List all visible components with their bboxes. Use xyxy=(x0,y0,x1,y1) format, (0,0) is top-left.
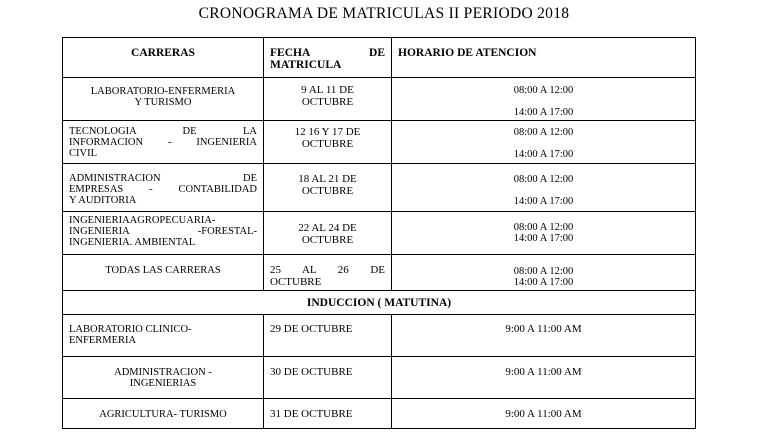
horario-line: 14:00 A 17:00 xyxy=(513,196,574,207)
carrera-line: INGENIERIA -FORESTAL- xyxy=(69,226,257,237)
carrera-line: ENFERMERIA xyxy=(69,335,137,346)
fecha-line: 22 AL 24 DE xyxy=(298,222,357,234)
induccion-title: INDUCCION ( MATUTINA) xyxy=(63,291,696,315)
horario-cell: 9:00 A 11:00 AM xyxy=(392,315,696,357)
carrera-line: TECNOLOGIA DE LA xyxy=(69,126,257,137)
carrera-line: INFORMACION - INGENIERIA xyxy=(69,137,257,148)
fecha-cell xyxy=(264,164,392,212)
horario-line: 08:00 A 12:00 xyxy=(513,222,574,233)
horario-line: 14:00 A 17:00 xyxy=(513,277,574,288)
carrera-line: INGENIERIAAGROPECUARIA- xyxy=(69,215,216,226)
fecha-line: 25 AL 26 DE xyxy=(270,264,385,276)
carrera-line: ADMINISTRACION - xyxy=(114,367,212,378)
table-header-row xyxy=(63,38,696,78)
carrera-cell xyxy=(63,212,264,255)
header-fecha xyxy=(264,38,392,78)
table-row xyxy=(63,212,696,255)
fecha-line: OCTUBRE xyxy=(301,233,354,246)
fecha-cell: 30 DE OCTUBRE xyxy=(264,357,392,399)
table-row xyxy=(63,78,696,121)
carrera-line: INGENIERIA. AMBIENTAL xyxy=(69,237,196,248)
horario-cell xyxy=(392,255,696,291)
carrera-line: TODAS LAS CARRERAS xyxy=(105,265,221,276)
carrera-line: EMPRESAS - CONTABILIDAD xyxy=(69,184,257,195)
fecha-cell xyxy=(264,212,392,255)
fecha-cell xyxy=(264,255,392,291)
carrera-cell xyxy=(63,315,264,357)
carrera-line: Y AUDITORIA xyxy=(69,195,137,206)
fecha-line: OCTUBRE xyxy=(301,137,354,150)
schedule-table xyxy=(62,37,696,429)
carrera-line: Y TURISMO xyxy=(134,97,192,108)
table-row xyxy=(63,164,696,212)
fecha-line: 9 AL 11 DE xyxy=(301,84,354,96)
fecha-line: 12 16 Y 17 DE xyxy=(294,126,361,138)
fecha-line: OCTUBRE xyxy=(301,184,354,197)
horario-line: 14:00 A 17:00 xyxy=(513,149,574,160)
horario-cell xyxy=(392,212,696,255)
table-row xyxy=(63,399,696,429)
header-carreras: CARRERAS xyxy=(63,38,264,78)
carrera-line: ADMINISTRACION DE xyxy=(69,173,257,184)
horario-line: 08:00 A 12:00 xyxy=(513,266,574,277)
page-title: CRONOGRAMA DE MATRICULAS II PERIODO 2018 xyxy=(198,5,570,22)
table-row xyxy=(63,315,696,357)
carrera-cell xyxy=(63,78,264,121)
table-row xyxy=(63,255,696,291)
fecha-cell xyxy=(264,78,392,121)
carrera-cell: AGRICULTURA- TURISMO xyxy=(63,399,264,429)
horario-line: 14:00 A 17:00 xyxy=(513,233,574,244)
fecha-line: 18 AL 21 DE xyxy=(298,173,357,185)
table-row xyxy=(63,357,696,399)
table-row xyxy=(63,121,696,164)
fecha-line: OCTUBRE xyxy=(301,95,354,108)
horario-cell xyxy=(392,121,696,164)
header-fecha-line2: MATRICULA xyxy=(270,59,342,71)
carrera-cell xyxy=(63,357,264,399)
horario-cell xyxy=(392,164,696,212)
fecha-line: OCTUBRE xyxy=(270,275,322,288)
horario-line: 14:00 A 17:00 xyxy=(513,107,574,118)
carrera-line: LABORATORIO CLINICO- xyxy=(69,324,192,335)
horario-line: 08:00 A 12:00 xyxy=(513,174,574,185)
carrera-cell xyxy=(63,121,264,164)
fecha-cell: 31 DE OCTUBRE xyxy=(264,399,392,429)
header-horario: HORARIO DE ATENCION xyxy=(392,38,696,78)
horario-line: 08:00 A 12:00 xyxy=(513,85,574,96)
horario-cell: 9:00 A 11:00 AM xyxy=(392,357,696,399)
carrera-line: INGENIERIAS xyxy=(129,378,197,389)
section-row xyxy=(63,291,696,315)
carrera-line: CIVIL xyxy=(69,148,97,159)
carrera-cell xyxy=(63,255,264,291)
horario-cell: 9:00 A 11:00 AM xyxy=(392,399,696,429)
horario-line: 08:00 A 12:00 xyxy=(513,127,574,138)
fecha-cell: 29 DE OCTUBRE xyxy=(264,315,392,357)
carrera-cell xyxy=(63,164,264,212)
fecha-cell xyxy=(264,121,392,164)
carrera-line: LABORATORIO-ENFERMERIA xyxy=(90,86,236,97)
header-fecha-line1: FECHA DE xyxy=(270,47,385,59)
horario-cell xyxy=(392,78,696,121)
